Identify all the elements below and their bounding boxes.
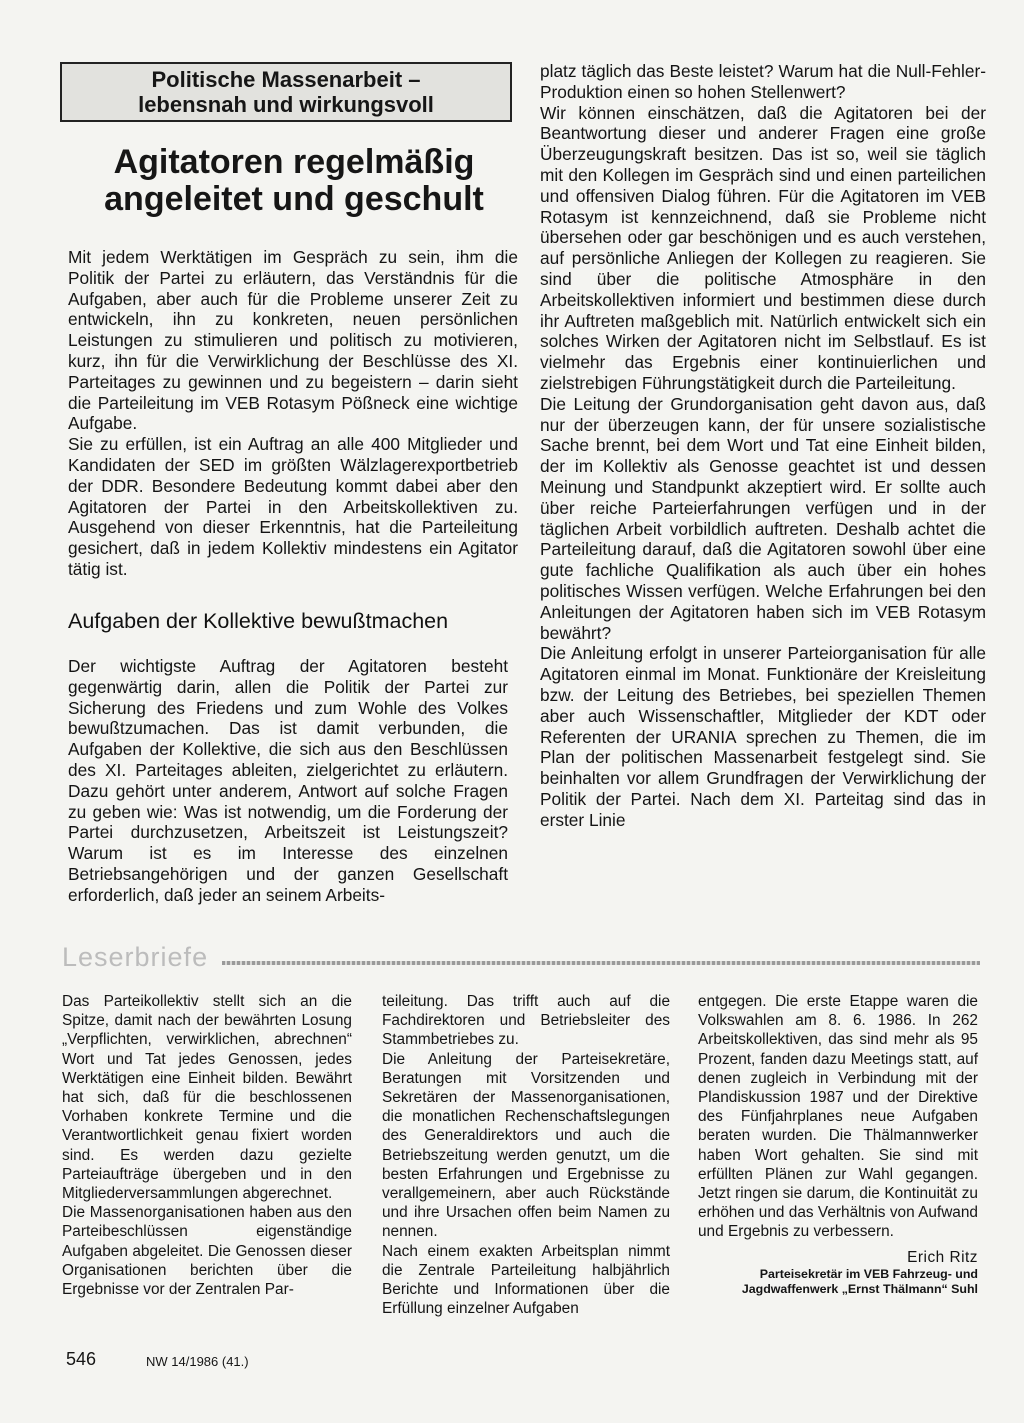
letter-paragraph: Nach einem exakten Arbeitsplan nimmt die Zentrale Parteileitung halbjährlich Berichte und Informationen über die Erfüllung einzelner Aufgaben	[382, 1242, 670, 1318]
letter-column-1	[62, 992, 352, 1299]
article-paragraph: Der wichtigste Auftrag der Agitatoren besteht gegenwärtig darin, allen die Politik der Partei zur Sicherung des Friedens und zum Wohle des Volkes bewußtzumachen. Das ist damit verbunden, die Aufgaben der Kollektive, die sich aus den Beschlüssen des XI. Parteitages ableiten, zielgerichtet zu erläutern. Dazu gehört unter anderem, Antwort auf solche Fragen zu geben wie: Was ist notwendig, um die Forderung der Partei durchzusetzen, Arbeitszeit ist Leistungszeit? Warum ist es im Interesse des einzelnen Betriebsangehörigen und der ganzen Gesellschaft erforderlich, daß jeder an seinem Arbeits-	[68, 656, 508, 905]
page-number: 546	[66, 1349, 97, 1369]
leserbriefe-label: Leserbriefe	[62, 942, 209, 972]
letter-column-3	[698, 992, 978, 1298]
article-left-column-bottom	[68, 656, 508, 906]
article-paragraph: Wir können einschätzen, daß die Agitatoren bei der Beantwortung dieser und anderer Fragen eine große Überzeugungskraft besitzen. Das ist so, weil sie täglich mit den Kollegen im Gespräch sind und einen parteilichen und offensiven Dialog führen. Für die Agitatoren im VEB Rotasym ist kennzeichnend, daß sie Probleme nicht übersehen oder gar beschönigen und es auch verstehen, auf persönliche Anliegen der Kollegen zu reagieren. Sie sind über die politische Atmosphäre in den Arbeitskollektiven informiert und bestimmen diese durch ihr Auftreten maßgeblich mit. Natürlich entwickelt sich ein solches Wirken der Agitatoren nicht im Selbstlauf. Es ist vielmehr das Ergebnis einer kontinuierlichen und zielstrebigen Führungstätigkeit durch die Parteileitung.	[540, 102, 986, 393]
signature-name: Erich Ritz	[907, 1248, 978, 1266]
article-left-column-top	[68, 247, 518, 580]
article-paragraph: Die Leitung der Grundorganisation geht davon aus, daß nur der überzeugen kann, der für unsere sozialistische Sache brennt, bei dem Wort und Tat eine Einheit bilden, der im Kollektiv als Genosse geachtet ist und dessen Meinung und Standpunkt akzeptiert wird. Er sollte auch über reiche Parteierfahrungen verfügen und in der täglichen Arbeit vorbildlich auftreten. Deshalb achtet die Parteileitung darauf, daß die Agitatoren sowohl über eine gute fachliche Qualifikation als auch über ein hohes politisches Wissen verfügen. Welche Erfahrungen bei den Anleitungen der Agitatoren haben sich im VEB Rotasym bewährt?	[540, 393, 986, 643]
headline-line-2: angeleitet und geschult	[104, 180, 484, 218]
rubric-box	[60, 62, 512, 122]
letter-paragraph: Die Anleitung der Parteisekretäre, Beratungen mit Vorsitzenden und Sekretären der Massenorganisationen, die monatlichen Rechenschaftslegungen des Generaldirektors und auch die Betriebszeitung werden genutzt, um die besten Erfahrungen und Ergebnisse zu verallgemeinern, aber auch Rückstände und ihre Ursachen offen beim Namen zu nennen.	[382, 1050, 670, 1241]
letter-paragraph: entgegen. Die erste Etappe waren die Volkswahlen am 8. 6. 1986. In 262 Arbeitskollektiven, das sind mehr als 95 Prozent, fanden dazu Meetings statt, auf denen zugleich in Verbindung mit der Plandiskussion 1987 und der Direktive des Fünfjahrplanes neue Aufgaben beraten wurden. Die Thälmannwerker haben Wort gehalten. Sie sind mit erfüllten Plänen zur Wahl gegangen. Jetzt ringen sie darum, die Kontinuität zu erhöhen und das Verhältnis von Aufwand und Ergebnis zu verbessern.	[698, 993, 978, 1241]
letter-paragraph: Das Parteikollektiv stellt sich an die Spitze, damit nach der bewährten Losung „Verpflichten, verwirklichen, abrechnen“ Wort und Tat jedes Genossen, jedes Werktätigen eine Einheit bilden. Bewährt hat sich, daß für die beschlossenen Vorhaben konkrete Termine und die Verantwortlichkeit genau fixiert worden sind. Es werden dazu gezielte Parteiaufträge übergeben und in den Mitgliederversammlungen abgerechnet.	[62, 993, 352, 1203]
leserbriefe-header	[62, 940, 982, 974]
letter-paragraph: teileitung. Das trifft auch auf die Fachdirektoren und Betriebsleiter des Stammbetriebes zu.	[382, 993, 670, 1049]
article-right-column	[540, 61, 986, 830]
article-paragraph: Mit jedem Werktätigen im Gespräch zu sein, ihm die Politik der Partei zu erläutern, das Verständnis für die Aufgaben, aber auch für die Probleme unserer Zeit zu entwickeln, ihn zu konkreten, neuen persönlichen Leistungen zu stimulieren und politisch zu motivieren, kurz, ihn für die Verwirklichung der Beschlüsse des XI. Parteitages zu gewinnen und zu begeistern – darin sieht die Parteileitung im VEB Rotasym Pößneck eine wichtige Aufgabe.	[68, 247, 518, 434]
leserbriefe-rule	[222, 961, 980, 965]
article-paragraph: Die Anleitung erfolgt in unserer Parteiorganisation für alle Agitatoren einmal im Monat. Funktionäre der Kreisleitung bzw. der Leitung des Betriebes, bei speziellen Themen aber auch Wissenschaftler, Mitglieder der KDT oder Referenten der URANIA sprechen zu Themen, die im Plan der politischen Massenarbeit festgelegt sind. Sie beinhalten vor allem Grundfragen der Verwirklichung der Politik der Partei. Nach dem XI. Parteitag sind das in erster Linie	[540, 643, 986, 830]
article-subheading: Aufgaben der Kollektive bewußtmachen	[68, 609, 449, 633]
signature-role-line-1: Parteisekretär im VEB Fahrzeug- und	[759, 1266, 978, 1281]
article-paragraph: Sie zu erfüllen, ist ein Auftrag an alle 400 Mitglieder und Kandidaten der SED im größten Wälzlagerexportbetrieb der DDR. Besondere Bedeutung kommt dabei aber den Agitatoren der Partei in den Arbeitskollektiven zu. Ausgehend von dieser Erkenntnis, hat die Parteileitung gesichert, daß in jedem Kollektiv mindestens ein Agitator tätig ist.	[68, 434, 518, 579]
rubric-line-2: lebensnah und wirkungsvoll	[138, 92, 434, 117]
rubric-line-1: Politische Massenarbeit –	[151, 67, 421, 92]
issue-reference: NW 14/1986 (41.)	[146, 1354, 249, 1369]
letter-paragraph: Die Massenorganisationen haben aus den Parteibeschlüssen eigenständige Aufgaben abgeleitet. Die Genossen dieser Organisationen berichten über die Ergebnisse vor der Zentralen Par-	[62, 1204, 352, 1299]
letter-column-2	[382, 992, 670, 1318]
signature-role-line-2: Jagdwaffenwerk „Ernst Thälmann“ Suhl	[741, 1282, 978, 1297]
headline-line-1: Agitatoren regelmäßig	[113, 143, 475, 181]
article-headline	[68, 144, 520, 218]
article-paragraph: platz täglich das Beste leistet? Warum hat die Null-Fehler-Produktion einen so hohen Stellenwert?	[540, 61, 986, 102]
